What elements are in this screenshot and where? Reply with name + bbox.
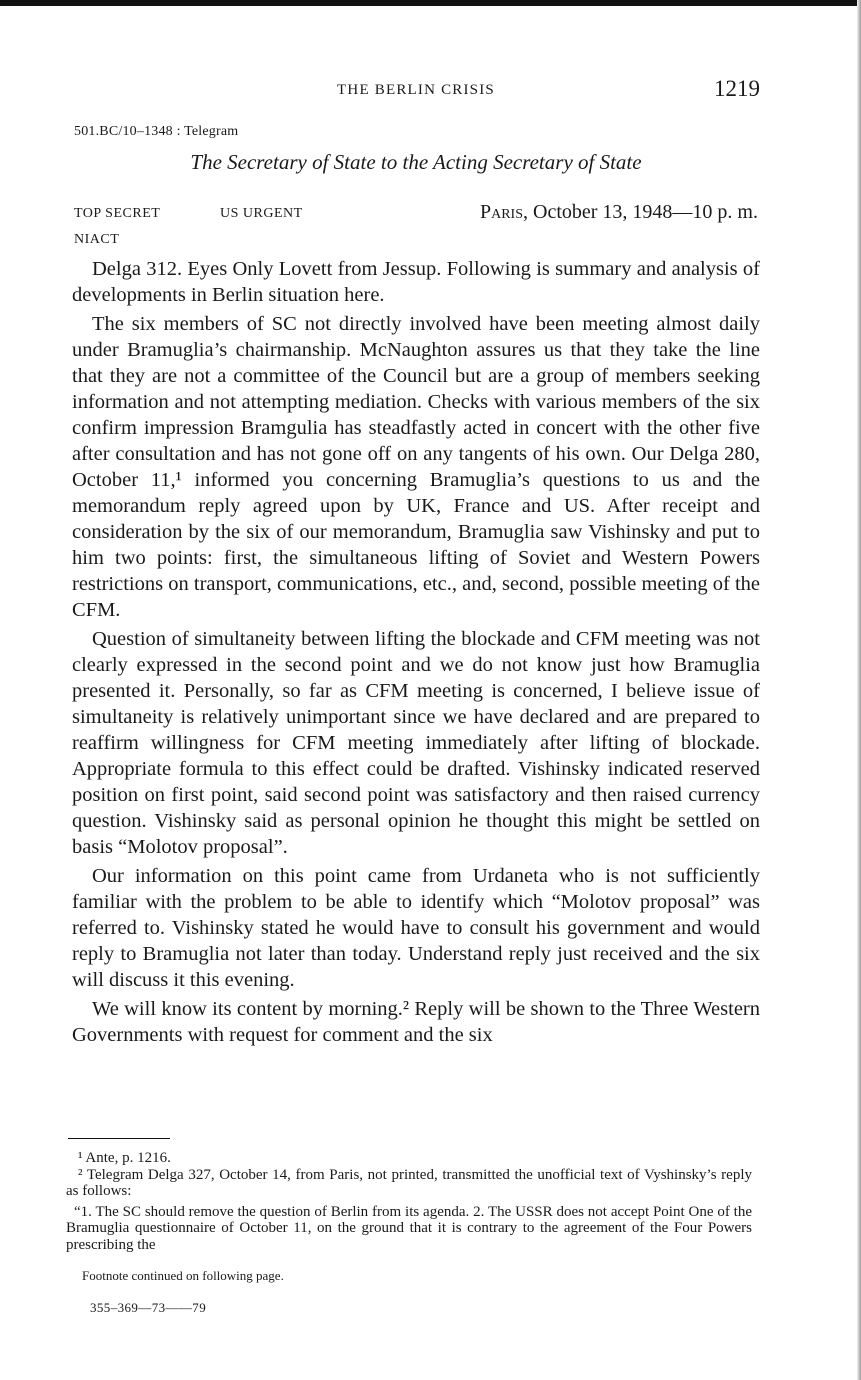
page-number: 1219 bbox=[714, 76, 760, 101]
running-head: THE BERLIN CRISIS bbox=[337, 82, 495, 98]
handling-niact: NIACT bbox=[74, 232, 120, 247]
footnote-continued-note: Footnote continued on following page. bbox=[82, 1268, 284, 1283]
body-paragraph-1: Delga 312. Eyes Only Lovett from Jessup. Following is summary and analysis of developments in Berlin situation here. bbox=[72, 258, 760, 306]
footnote-2: ² Telegram Delga 327, October 14, from Paris, not printed, transmitted the unofficial text of Vyshinsky’s reply as follows: bbox=[66, 1166, 752, 1199]
footnote-1: ¹ Ante, p. 1216. bbox=[78, 1150, 171, 1166]
footnotes bbox=[66, 1150, 752, 1253]
dateline-date: , October 13, 1948—10 p. m. bbox=[523, 201, 758, 223]
dateline-place: Paris bbox=[479, 201, 524, 223]
precedence-us-urgent: US URGENT bbox=[220, 206, 303, 221]
body-paragraph-5: We will know its content by morning.² Reply will be shown to the Three Western Governments with request for comment and the six bbox=[72, 998, 760, 1046]
page-header bbox=[72, 76, 760, 106]
printer-code: 355–369—73——79 bbox=[90, 1300, 207, 1315]
footnote-divider bbox=[68, 1138, 170, 1139]
top-border bbox=[0, 0, 861, 6]
body-paragraph-2: The six members of SC not directly involved have been meeting almost daily under Bramuglia’s chairmanship. McNaughton assures us that they take the line that they are not a committee of the Council but are a group of members seeking information and not attempting mediation. Checks with various members of the six confirm impression Bramgulia has steadfastly acted in concert with the other five after consultation and has not gone off on any tangents of his own. Our Delga 280, October 11,¹ informed you concerning Bramuglia’s questions to us and the memorandum reply agreed upon by UK, France and US. After receipt and consideration by the six of our memorandum, Bramuglia saw Vishinsky and put to him two points: first, the simultaneous lifting of Soviet and Western Powers restrictions on transport, communications, etc., and, second, possible meeting of the CFM. bbox=[72, 313, 760, 621]
document-reference: 501.BC/10–1348 : Telegram bbox=[74, 124, 239, 139]
page-edge-shadow bbox=[857, 0, 861, 1380]
dateline bbox=[480, 201, 758, 224]
document-title: The Secretary of State to the Acting Secretary of State bbox=[190, 150, 642, 174]
telegram-body bbox=[72, 256, 760, 1051]
classification-line bbox=[74, 201, 758, 230]
body-paragraph-3: Question of simultaneity between lifting the blockade and CFM meeting was not clearly expressed in the second point and we do not know just how Bramuglia presented it. Personally, so far as CFM meeting is concerned, I believe issue of simultaneity is relatively unimportant since we have declared and are prepared to reaffirm willingness for CFM meeting immediately after lifting of blockade. Appropriate formula to this effect could be drafted. Vishinsky indicated reserved position on first point, said second point was satisfactory and then raised currency question. Vishinsky said as personal opinion he thought this might be settled on basis “Molotov proposal”. bbox=[72, 628, 760, 858]
body-paragraph-4: Our information on this point came from Urdaneta who is not sufficiently familiar with the problem to be able to identify which “Molotov proposal” was referred to. Vishinsky stated he would have to consult his government and would reply to Bramuglia not later than today. Understand reply just received and the six will discuss it this evening. bbox=[72, 865, 760, 991]
classification-top-secret: TOP SECRET bbox=[74, 206, 161, 221]
footnote-2-quote: “1. The SC should remove the question of Berlin from its agenda. 2. The USSR does not accept Point One of the Bramuglia questionnaire of October 11, on the ground that it is contrary to the agreement of the Four Powers prescribing the bbox=[66, 1203, 752, 1253]
